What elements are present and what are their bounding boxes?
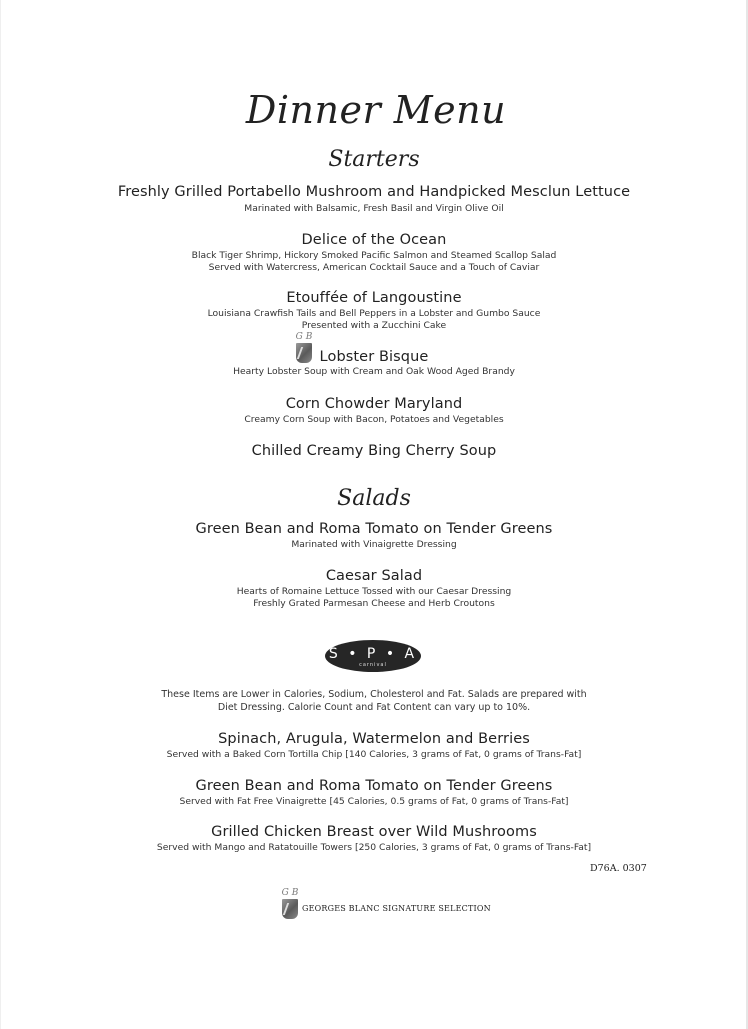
menu-title: Dinner Menu — [245, 88, 507, 132]
dish-name: Green Bean and Roma Tomato on Tender Greens — [195, 521, 553, 537]
dish-desc: Marinated with Vinaigrette Dressing — [291, 539, 457, 550]
dish-desc: Louisiana Crawfish Tails and Bell Peppers in a Lobster and Gumbo Sauce — [207, 308, 541, 319]
dish-name: Lobster Bisque — [319, 349, 429, 365]
dish-desc: Creamy Corn Soup with Bacon, Potatoes and Vegetables — [244, 414, 504, 425]
dish-name: Chilled Creamy Bing Cherry Soup — [251, 443, 497, 459]
dish-desc: Served with a Baked Corn Tortilla Chip [140 Calories, 3 grams of Fat, 0 grams of Trans-Fat] — [166, 749, 582, 760]
dish-desc: Hearts of Romaine Lettuce Tossed with our Caesar Dressing — [236, 586, 512, 597]
dish-name: Spinach, Arugula, Watermelon and Berries — [218, 731, 530, 747]
dish-desc: Served with Mango and Ratatouille Towers [250 Calories, 3 grams of Fat, 0 grams of Trans-Fat] — [156, 842, 592, 853]
section-title-starters: Starters — [328, 147, 420, 172]
dish-desc: Hearty Lobster Soup with Cream and Oak Wood Aged Brandy — [233, 366, 515, 377]
dish-desc: Presented with a Zucchini Cake — [301, 320, 447, 331]
signature-selection: GEORGES BLANC SIGNATURE SELECTION — [302, 904, 491, 913]
dish-name: Caesar Salad — [325, 568, 423, 584]
dish-name: Freshly Grilled Portabello Mushroom and Handpicked Mesclun Lettuce — [117, 184, 631, 200]
menu-code: D76A. 0307 — [590, 863, 647, 874]
georges-blanc-logo-icon: G B — [280, 889, 300, 919]
dish-desc: Marinated with Balsamic, Fresh Basil and Virgin Olive Oil — [244, 203, 504, 214]
dish-desc: Served with Fat Free Vinaigrette [45 Calories, 0.5 grams of Fat, 0 grams of Trans-Fat] — [179, 796, 569, 807]
dish-name: Green Bean and Roma Tomato on Tender Greens — [195, 778, 553, 794]
georges-blanc-logo-icon: G B — [294, 333, 314, 363]
spa-carnival-logo: S • P • A carnival — [325, 640, 421, 672]
spa-note: Diet Dressing. Calorie Count and Fat Content can vary up to 10%. — [217, 702, 531, 713]
dish-name: Corn Chowder Maryland — [285, 396, 463, 412]
dish-name: Delice of the Ocean — [301, 232, 447, 248]
dish-desc: Black Tiger Shrimp, Hickory Smoked Pacific Salmon and Steamed Scallop Salad — [191, 250, 557, 261]
dish-name: Etouffée of Langoustine — [286, 290, 462, 306]
dish-desc: Served with Watercress, American Cocktail Sauce and a Touch of Caviar — [208, 262, 540, 273]
spa-note: These Items are Lower in Calories, Sodium, Cholesterol and Fat. Salads are prepared with — [161, 689, 587, 700]
dish-desc: Freshly Grated Parmesan Cheese and Herb Croutons — [253, 598, 495, 609]
section-title-salads: Salads — [337, 486, 411, 511]
dish-name: Grilled Chicken Breast over Wild Mushrooms — [211, 824, 537, 840]
